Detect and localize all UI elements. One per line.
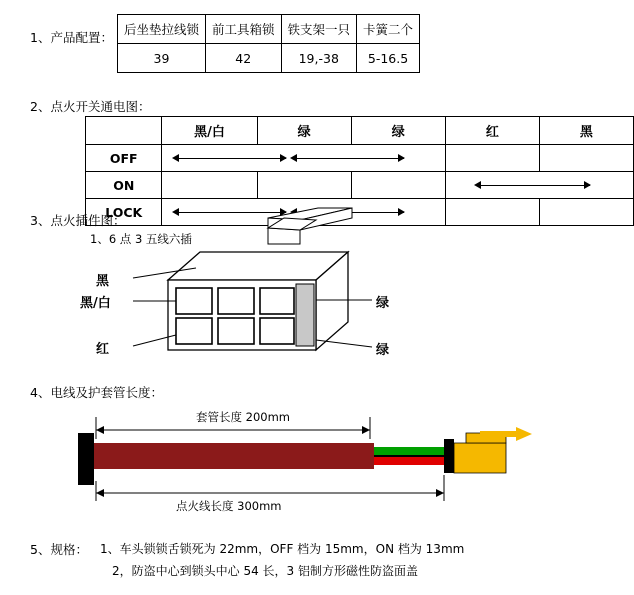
table-header-cell: 黑 — [539, 117, 633, 145]
on-empty-cell — [162, 172, 257, 199]
label-red: 红 — [96, 342, 110, 357]
off-arrow-cell — [162, 145, 445, 172]
connector-diagram — [0, 200, 634, 370]
table-cell: 19,-38 — [281, 44, 357, 73]
spec-line-2: 2，防盗中心到锁头中心 54 长，3 铝制方形磁性防盗面盖 — [112, 564, 418, 578]
on-empty-cell — [257, 172, 351, 199]
table-header-cell — [86, 117, 162, 145]
table-header-cell: 卡簧二个 — [357, 15, 420, 44]
on-empty-cell — [351, 172, 445, 199]
sleeve-length-label: 套管长度 200mm — [196, 410, 291, 424]
row-label-on: ON — [86, 172, 162, 199]
table-header-cell: 绿 — [257, 117, 351, 145]
table-header-cell: 后坐垫拉线锁 — [117, 15, 205, 44]
arrow-group — [168, 151, 438, 165]
table-header-cell: 绿 — [351, 117, 445, 145]
table-row — [117, 15, 419, 44]
label-green-top: 绿 — [376, 296, 390, 311]
table-header-cell: 铁支架一只 — [281, 15, 357, 44]
connector-subtitle: 1、6 点 3 五线六插 — [90, 232, 192, 246]
arrow-group — [452, 178, 627, 192]
product-config-table — [117, 14, 420, 73]
table-header-cell: 黑/白 — [162, 117, 257, 145]
wire-length-diagram — [0, 395, 634, 525]
table-cell: 39 — [117, 44, 205, 73]
table-cell: 5-16.5 — [357, 44, 420, 73]
off-empty-cell — [445, 145, 539, 172]
table-row — [117, 44, 419, 73]
table-row — [86, 172, 634, 199]
off-empty-cell — [539, 145, 633, 172]
spec-line-1: 1、车头锁锁舌锁死为 22mm，OFF 档为 15mm，ON 档为 13mm — [100, 542, 465, 556]
label-black-white: 黑/白 — [80, 296, 111, 311]
on-arrow-cell — [445, 172, 633, 199]
table-cell: 42 — [205, 44, 281, 73]
section-2-label: 2、点火开关通电图： — [30, 99, 151, 114]
label-green-bottom: 绿 — [376, 343, 390, 358]
wire-length-label: 点火线长度 300mm — [176, 499, 282, 513]
table-row — [86, 145, 634, 172]
section-3-label: 3、点火插件图： — [30, 213, 126, 228]
table-header-cell: 红 — [445, 117, 539, 145]
row-label-lock: LOCK — [86, 199, 162, 226]
section-4-label: 4、电线及护套管长度： — [30, 385, 163, 400]
table-row — [86, 117, 634, 145]
table-header-cell: 前工具箱锁 — [205, 15, 281, 44]
section-5-label: 5、规格： — [30, 542, 88, 557]
section-1-label: 1、产品配置： — [30, 30, 113, 45]
section-product-config — [30, 14, 420, 73]
row-label-off: OFF — [86, 145, 162, 172]
label-black: 黑 — [96, 274, 110, 289]
wire-drawing — [0, 395, 634, 525]
